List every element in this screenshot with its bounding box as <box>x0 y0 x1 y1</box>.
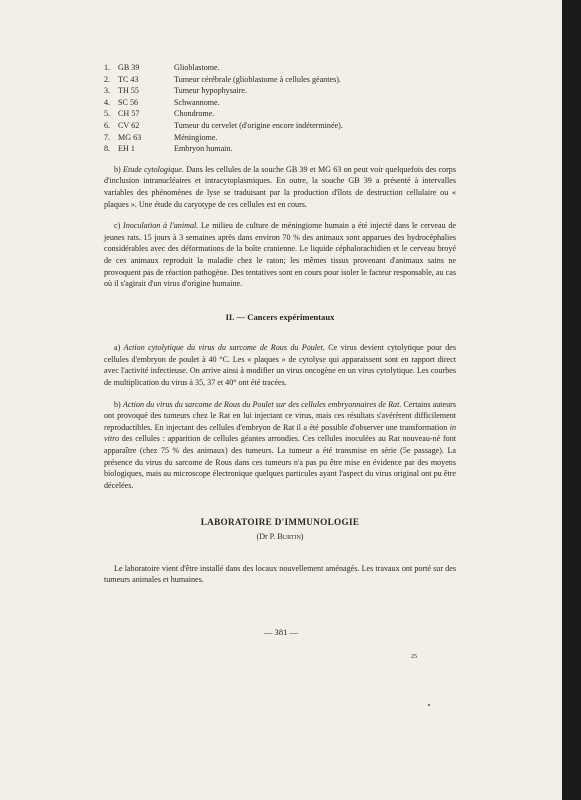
paragraph-title: Action du virus du sarcome de Rous du Poulet sur des cellules embryonnaires de Rat. <box>122 399 402 409</box>
lab-head-prefix: (Dr P. <box>256 532 278 541</box>
list-item-number: 5. <box>104 109 111 119</box>
lab-title: LABORATOIRE D'IMMUNOLOGIE <box>200 517 360 528</box>
list-item-number: 7. <box>104 132 111 142</box>
list-item-code: MG 63 <box>118 132 142 142</box>
paragraph-label: b) <box>114 164 123 174</box>
paragraph-cytology <box>104 164 456 210</box>
list-item-number: 8. <box>104 144 111 154</box>
list-item-number: 6. <box>104 120 111 130</box>
lab-head <box>104 531 456 543</box>
paragraph-text: Ce virus devient cytolytique pour des cellules d'embryon de poulet à 40 °C. Les « plaques » de cytolyse qui apparaissent sont en rapport direct avec l'activité infectieuse. On arrive ainsi à modifier un virus oncogène en un virus cytolytique. Les courbes de multiplication du virus à 35, 37 et 40° ont été tracées. <box>104 343 457 388</box>
list-item-number: 1. <box>104 63 111 72</box>
list-item-text: Chondrome. <box>174 109 215 119</box>
list-item <box>104 97 456 109</box>
list-item <box>104 108 456 120</box>
paragraph-text: des cellules : apparition de cellules géantes arrondies. Ces cellules inoculées au Rat nouveau-né font apparaître (chez 75 % des animaux) des tumeurs. La tumeur a été transmise en série (5e passage). La présence du virus du sarcome de Rous dans ces tumeurs n'a pas pu être mise en évidence par des moyens biologiques, mais au microscope électronique quelques particules ayant l'aspect du virus original ont pu être décelées. <box>104 434 456 490</box>
list-item-code: TH 55 <box>118 86 139 96</box>
list-item <box>104 132 456 144</box>
list-item <box>104 120 456 132</box>
paragraph-lab-intro: Le laboratoire vient d'être installé dans des locaux nouvellement aménagés. Les travaux ont porté sur des tumeurs animales et humaines. <box>104 563 456 585</box>
paragraph-text: Dans les cellules de la souche GB 39 et MG 63 on peut voir quelquefois des corps d'inclusion intranucléaires et intracytoplasmiques. En outre, la souche GB 39 a présenté à intervalles variables des phénomènes de lyse se traduisant par la production d'îlots de destruction cellulaire ou « plaques ». Une étude du caryotype de ces cellules est en cours. <box>104 164 456 209</box>
paragraph-inoculation <box>104 220 456 290</box>
list-item-text: Tumeur du cervelet (d'origine encore indéterminée). <box>174 120 343 130</box>
paragraph-title: Etude cytologique. <box>123 164 184 174</box>
list-item-text: Tumeur cérébrale (glioblastome à cellules géantes). <box>174 74 341 84</box>
list-item-number: 2. <box>104 74 111 84</box>
list-item <box>104 143 456 155</box>
paragraph-label: a) <box>114 343 124 353</box>
list-item-text: Glioblastome. <box>174 63 220 72</box>
list-item-number: 3. <box>104 86 111 96</box>
list-item <box>104 74 456 86</box>
list-item-text: Méningiome. <box>174 132 218 142</box>
paragraph-title: Inoculation à l'animal. <box>123 221 199 231</box>
list-item <box>104 62 456 74</box>
list-item-code: CH 57 <box>118 109 140 119</box>
list-item-number: 4. <box>104 97 111 107</box>
paper-speck <box>428 704 430 706</box>
corner-number: 25 <box>411 654 417 660</box>
list-item-code: SC 56 <box>118 97 139 107</box>
paragraph-text: Certains auteurs ont provoqué des tumeurs chez le Rat en lui injectant ce virus, mais ces résultats s'avérèrent difficilement reproductibles. En injectant des cellules d'embryon de Rat il a été possible d'observer une transformation <box>104 399 456 432</box>
paragraph-cytolytic-action <box>104 342 456 388</box>
section-heading: II. — Cancers expérimentaux <box>225 311 335 322</box>
paragraph-rat-cells <box>104 399 456 492</box>
paragraph-text: Le milieu de culture de méningiome humain a été injecté dans le cerveau de jeunes rats. 15 jours à 3 semaines après dans environ 70 % des animaux sont apparues des hydrocéphalies considérables avec des déformations de la boîte cranienne. Le liquide céphalorachidien et le cerveau broyé de ces animaux reproduit la maladie chez le raton; les mêmes tissus provenant d'animaux sains ne provoquent pas de réaction pathogène. Des tentatives sont en cours pour isoler le facteur responsable, au cas où il s'agirait d'un virus d'origine humaine. <box>104 221 456 289</box>
lab-head-name: Burtin <box>277 532 301 541</box>
page-content <box>104 62 456 596</box>
paragraph-label: b) <box>114 399 123 409</box>
paragraph-italic-term: in vitro <box>104 422 456 444</box>
cell-strain-list <box>104 62 456 155</box>
list-item-code: CV 62 <box>118 120 140 130</box>
list-item <box>104 85 456 97</box>
list-item-code: TC 43 <box>118 74 139 84</box>
list-item-text: Embryon humain. <box>174 144 233 154</box>
list-item-code: GB 39 <box>118 63 140 72</box>
list-item-code: EH 1 <box>118 144 135 154</box>
paragraph-title: Action cytolytique du virus du sarcome de Rous du Poulet. <box>123 343 325 353</box>
page-number: — 381 — <box>263 627 299 637</box>
list-item-text: Schwannome. <box>174 97 220 107</box>
paragraph-label: c) <box>114 221 123 231</box>
list-item-text: Tumeur hypophysaire. <box>174 86 248 96</box>
lab-head-suffix: ) <box>300 532 304 541</box>
